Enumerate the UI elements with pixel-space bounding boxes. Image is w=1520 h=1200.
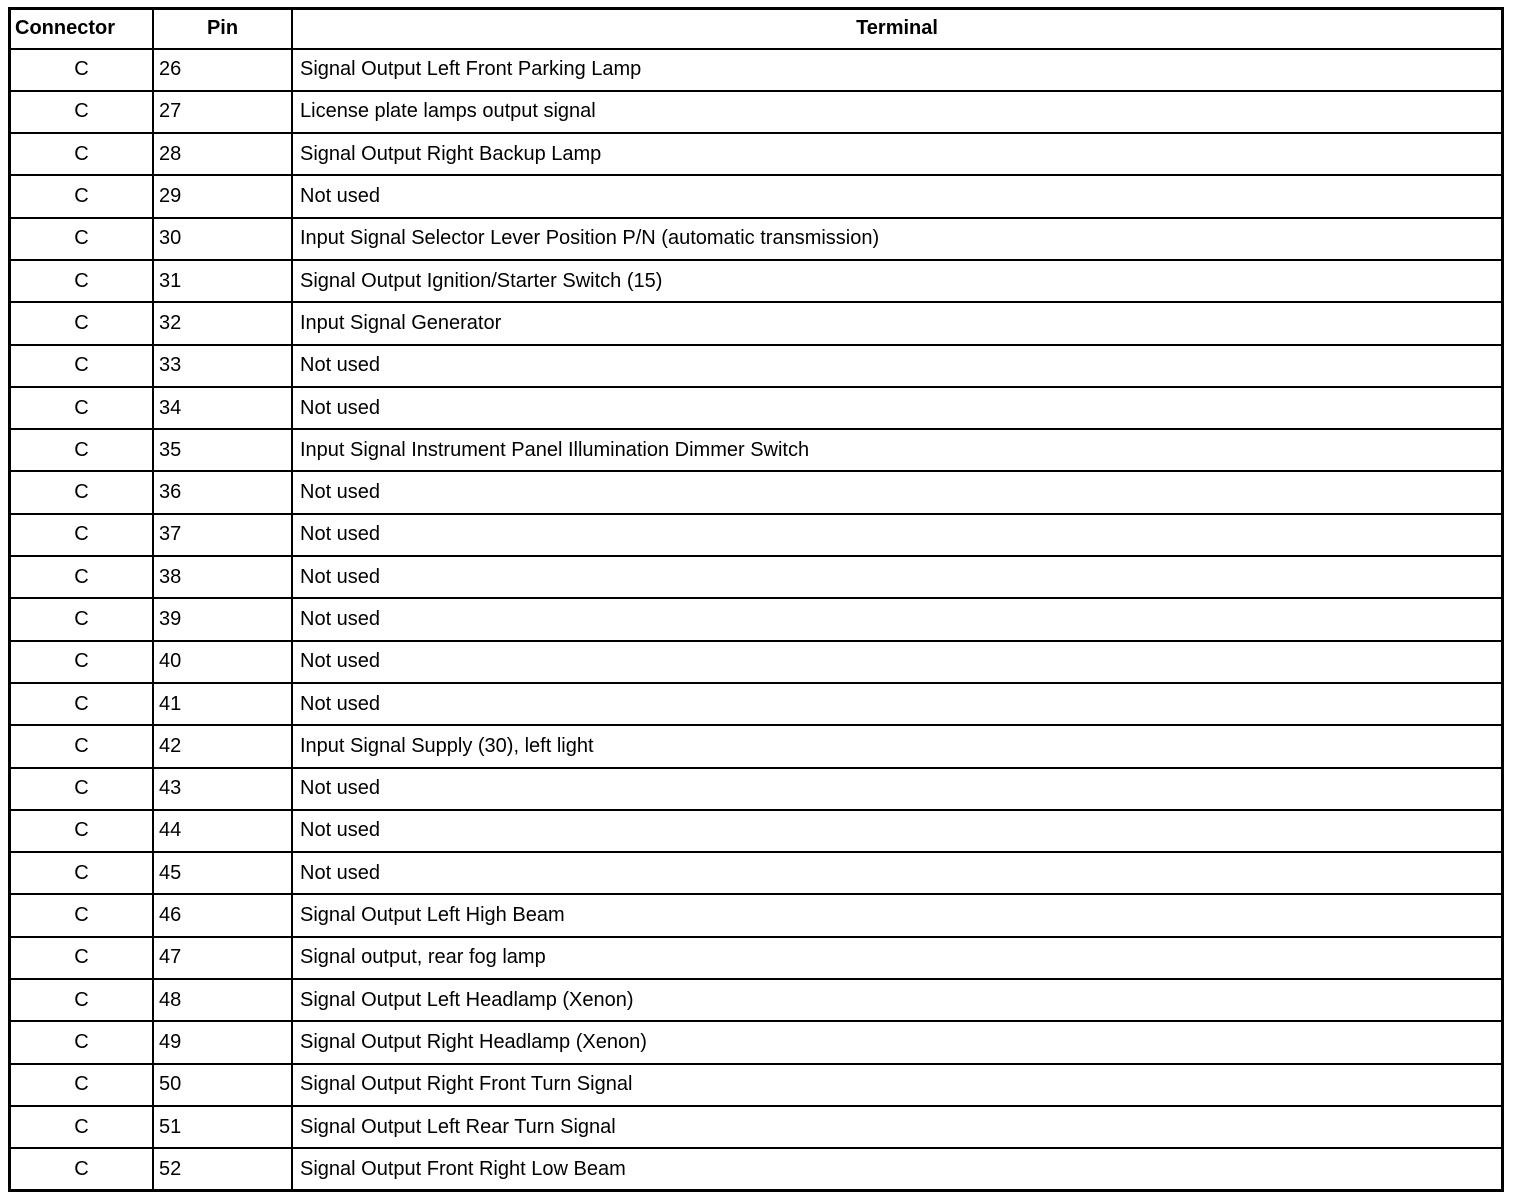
pin-cell: 36 <box>153 471 292 513</box>
table-header <box>10 9 1503 49</box>
pin-cell: 47 <box>153 937 292 979</box>
terminal-cell: Input Signal Supply (30), left light <box>292 725 1503 767</box>
terminal-cell: Signal Output Right Front Turn Signal <box>292 1064 1503 1106</box>
terminal-cell: Signal Output Front Right Low Beam <box>292 1148 1503 1190</box>
connector-cell: C <box>10 894 154 936</box>
table-row <box>10 260 1503 302</box>
table-row <box>10 979 1503 1021</box>
connector-cell: C <box>10 768 154 810</box>
pin-cell: 51 <box>153 1106 292 1148</box>
column-header-connector: Connector <box>10 9 154 49</box>
pin-cell: 52 <box>153 1148 292 1190</box>
table-row <box>10 641 1503 683</box>
connector-cell: C <box>10 345 154 387</box>
terminal-cell: Signal Output Left Front Parking Lamp <box>292 49 1503 91</box>
connector-cell: C <box>10 260 154 302</box>
pin-cell: 50 <box>153 1064 292 1106</box>
table-row <box>10 598 1503 640</box>
connector-cell: C <box>10 471 154 513</box>
connector-cell: C <box>10 725 154 767</box>
terminal-cell: Not used <box>292 683 1503 725</box>
terminal-cell: Not used <box>292 768 1503 810</box>
table-row <box>10 1106 1503 1148</box>
pin-cell: 37 <box>153 514 292 556</box>
table-row <box>10 894 1503 936</box>
pin-cell: 43 <box>153 768 292 810</box>
terminal-cell: Not used <box>292 175 1503 217</box>
terminal-cell: Signal Output Left Headlamp (Xenon) <box>292 979 1503 1021</box>
pin-cell: 44 <box>153 810 292 852</box>
connector-cell: C <box>10 1064 154 1106</box>
terminal-cell: Signal Output Right Headlamp (Xenon) <box>292 1021 1503 1063</box>
connector-cell: C <box>10 1021 154 1063</box>
table-row <box>10 937 1503 979</box>
terminal-cell: Not used <box>292 810 1503 852</box>
header-row <box>10 9 1503 49</box>
table-row <box>10 1148 1503 1190</box>
table-row <box>10 852 1503 894</box>
pin-cell: 49 <box>153 1021 292 1063</box>
table-row <box>10 175 1503 217</box>
terminal-cell: Not used <box>292 852 1503 894</box>
terminal-cell: Input Signal Generator <box>292 302 1503 344</box>
table-row <box>10 471 1503 513</box>
terminal-cell: Input Signal Selector Lever Position P/N (automatic transmission) <box>292 218 1503 260</box>
pin-cell: 38 <box>153 556 292 598</box>
connector-pinout-table <box>8 7 1504 1192</box>
terminal-cell: Not used <box>292 471 1503 513</box>
connector-cell: C <box>10 1106 154 1148</box>
connector-cell: C <box>10 979 154 1021</box>
table-row <box>10 1064 1503 1106</box>
terminal-cell: Not used <box>292 556 1503 598</box>
table-row <box>10 302 1503 344</box>
terminal-cell: Not used <box>292 345 1503 387</box>
connector-cell: C <box>10 218 154 260</box>
connector-cell: C <box>10 641 154 683</box>
table-row <box>10 725 1503 767</box>
connector-cell: C <box>10 514 154 556</box>
terminal-cell: Input Signal Instrument Panel Illumination Dimmer Switch <box>292 429 1503 471</box>
terminal-cell: License plate lamps output signal <box>292 91 1503 133</box>
terminal-cell: Not used <box>292 514 1503 556</box>
terminal-cell: Signal output, rear fog lamp <box>292 937 1503 979</box>
connector-cell: C <box>10 91 154 133</box>
table-row <box>10 768 1503 810</box>
column-header-terminal: Terminal <box>292 9 1503 49</box>
connector-cell: C <box>10 49 154 91</box>
pin-cell: 32 <box>153 302 292 344</box>
connector-cell: C <box>10 387 154 429</box>
terminal-cell: Signal Output Ignition/Starter Switch (15) <box>292 260 1503 302</box>
connector-cell: C <box>10 556 154 598</box>
table-body <box>10 49 1503 1191</box>
pin-cell: 35 <box>153 429 292 471</box>
connector-cell: C <box>10 852 154 894</box>
table-row <box>10 556 1503 598</box>
pin-cell: 39 <box>153 598 292 640</box>
table-row <box>10 218 1503 260</box>
terminal-cell: Not used <box>292 641 1503 683</box>
pin-cell: 28 <box>153 133 292 175</box>
pin-cell: 41 <box>153 683 292 725</box>
connector-cell: C <box>10 810 154 852</box>
pin-cell: 48 <box>153 979 292 1021</box>
table-row <box>10 810 1503 852</box>
terminal-cell: Signal Output Left Rear Turn Signal <box>292 1106 1503 1148</box>
pin-cell: 45 <box>153 852 292 894</box>
table-row <box>10 345 1503 387</box>
connector-cell: C <box>10 683 154 725</box>
connector-cell: C <box>10 175 154 217</box>
terminal-cell: Signal Output Left High Beam <box>292 894 1503 936</box>
table-row <box>10 49 1503 91</box>
pin-cell: 29 <box>153 175 292 217</box>
terminal-cell: Signal Output Right Backup Lamp <box>292 133 1503 175</box>
pin-cell: 27 <box>153 91 292 133</box>
pin-cell: 40 <box>153 641 292 683</box>
table-row <box>10 683 1503 725</box>
table-row <box>10 91 1503 133</box>
column-header-pin: Pin <box>153 9 292 49</box>
table-row <box>10 1021 1503 1063</box>
table-row <box>10 133 1503 175</box>
connector-cell: C <box>10 302 154 344</box>
table-row <box>10 387 1503 429</box>
pin-cell: 34 <box>153 387 292 429</box>
table-row <box>10 514 1503 556</box>
connector-cell: C <box>10 133 154 175</box>
pin-cell: 31 <box>153 260 292 302</box>
connector-cell: C <box>10 598 154 640</box>
terminal-cell: Not used <box>292 387 1503 429</box>
terminal-cell: Not used <box>292 598 1503 640</box>
connector-cell: C <box>10 937 154 979</box>
pin-cell: 42 <box>153 725 292 767</box>
connector-cell: C <box>10 1148 154 1190</box>
connector-cell: C <box>10 429 154 471</box>
pin-cell: 46 <box>153 894 292 936</box>
pin-cell: 30 <box>153 218 292 260</box>
table-row <box>10 429 1503 471</box>
pin-cell: 33 <box>153 345 292 387</box>
pin-cell: 26 <box>153 49 292 91</box>
